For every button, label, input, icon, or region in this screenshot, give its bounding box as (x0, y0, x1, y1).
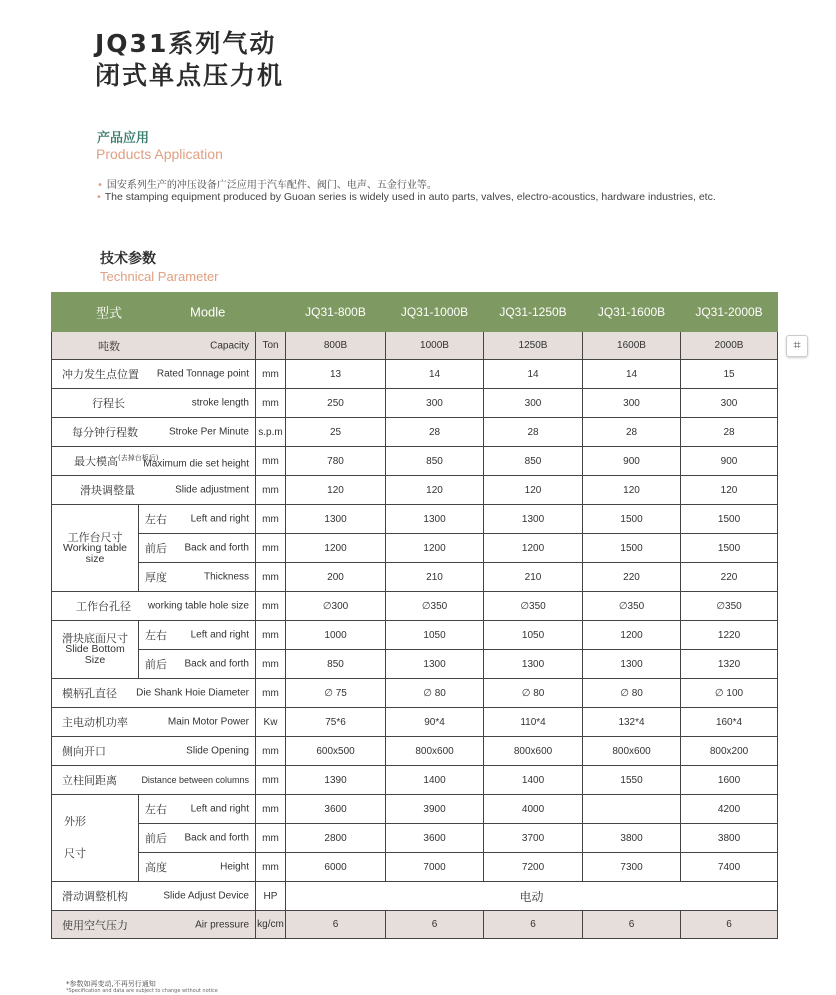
table-capacity-values-2: 1250B (484, 332, 583, 360)
table-slidebottom-lr-values-4: 1220 (681, 621, 778, 650)
table-shape-h-values-4: 7400 (681, 853, 778, 882)
table-worktable-group_en_2: size (85, 552, 105, 565)
worktable-group (52, 505, 139, 592)
application-title-cn: 产品应用 (97, 131, 150, 146)
table-worktable-bf-values-1: 1200 (386, 534, 484, 563)
table-shank-en: Die Shank Hoie Diameter (136, 687, 249, 699)
table-side-values-1: 800x600 (386, 737, 484, 766)
table-shape-bf-unit: mm (256, 824, 286, 853)
table-columns-values-1: 1400 (386, 766, 484, 795)
table-shape-h-values-2: 7200 (484, 853, 583, 882)
table-worktable-bf-values-0: 1200 (286, 534, 386, 563)
table-slideadj-unit: mm (256, 476, 286, 505)
table-slideadjdev-value: 电动 (286, 882, 778, 911)
table-slidebottom-lr-cn: 左右 (145, 629, 167, 642)
table-cell (139, 650, 256, 679)
table-spm-unit: s.p.m (256, 418, 286, 447)
table-slidebottom-lr-values-2: 1050 (484, 621, 583, 650)
table-spm-values-2: 28 (484, 418, 583, 447)
table-rated-unit: mm (256, 360, 286, 389)
table-worktable-lr-values-2: 1300 (484, 505, 583, 534)
table-cell (52, 708, 256, 737)
table-motor-values-4: 160*4 (681, 708, 778, 737)
table-cell (52, 766, 256, 795)
table-air-unit: kg/cm (256, 911, 286, 939)
table-motor-values-2: 110*4 (484, 708, 583, 737)
table-header (52, 293, 778, 332)
params-title-en: Technical Parameter (100, 269, 219, 284)
table-row (52, 911, 778, 939)
page-title (95, 28, 284, 92)
table-shape-lr-values-0: 3600 (286, 795, 386, 824)
table-row (52, 708, 778, 737)
table-columns-en: Distance between columns (141, 775, 249, 785)
table-row (52, 795, 778, 824)
application-text-cn: • 国安系列生产的冲压设备广泛应用于汽车配件、阀门、电声、五金行业等。 (97, 180, 437, 191)
table-rated-values-4: 15 (681, 360, 778, 389)
table-slidebottom-lr-values-0: 1000 (286, 621, 386, 650)
table-air-values-4: 6 (681, 911, 778, 939)
table-air-values-0: 6 (286, 911, 386, 939)
table-row (52, 824, 778, 853)
table-columns-values-3: 1550 (583, 766, 681, 795)
title-line2: 闭式单点压力机 (95, 61, 285, 90)
shape-group (52, 795, 139, 882)
table-row (52, 360, 778, 389)
table-columns-cn: 立柱间距离 (62, 774, 117, 787)
table-cell (52, 476, 256, 505)
table-slideadj-en: Slide adjustment (175, 484, 249, 496)
table-worktable-bf-values-4: 1500 (681, 534, 778, 563)
application-text_en: The stamping equipment produced by Guoan series is widely used in auto parts, valves, electro-acoustics, hardware industries, etc. (104, 191, 716, 203)
table-capacity-values-1: 1000B (386, 332, 484, 360)
table-columns-values-2: 1400 (484, 766, 583, 795)
table-rated-values-2: 14 (484, 360, 583, 389)
model-5: JQ31-2000B (681, 293, 778, 332)
table-slidebottom-group_en_1: Slide Bottom (65, 643, 125, 655)
table-cell (52, 332, 256, 360)
table-shape-bf-cn: 前后 (145, 832, 167, 845)
model-4: JQ31-1600B (583, 293, 681, 332)
table-slidebottom-bf-values-3: 1300 (583, 650, 681, 679)
table-row (52, 476, 778, 505)
table-stroke-values-1: 300 (386, 389, 484, 418)
table-worktable-th-values-1: 210 (386, 563, 484, 592)
table-hole-values-3: ∅350 (583, 592, 681, 621)
table-worktable-th-en: Thickness (203, 571, 249, 583)
table-slidebottom-bf-cn: 前后 (145, 658, 167, 671)
table-slidebottom-bf-unit: mm (256, 650, 286, 679)
table-shank-values-2: ∅ 80 (484, 679, 583, 708)
table-shape-h-en: Height (220, 861, 249, 873)
table-cell (52, 447, 256, 476)
table-slidebottom-lr-values-3: 1200 (583, 621, 681, 650)
table-shank-values-0: ∅ 75 (286, 679, 386, 708)
table-row (52, 853, 778, 882)
table-motor-cn: 主电动机功率 (62, 716, 128, 729)
table-head-cn: 型式 (96, 306, 123, 322)
table-side-values-0: 600x500 (286, 737, 386, 766)
table-stroke-en: stroke length (191, 397, 249, 409)
table-shape-lr-unit: mm (256, 795, 286, 824)
table-slidebottom-group_cn: 滑块底面尺寸 (62, 632, 128, 645)
table-side-values-4: 800x200 (681, 737, 778, 766)
table-slidebottom-bf-values-0: 850 (286, 650, 386, 679)
table-shank-cn: 模柄孔直径 (62, 687, 117, 700)
table-stroke-values-4: 300 (681, 389, 778, 418)
model-2: JQ31-1000B (386, 293, 484, 332)
table-row (52, 418, 778, 447)
table-worktable-th-values-2: 210 (484, 563, 583, 592)
table-cell (52, 911, 256, 939)
table-spm-values-0: 25 (286, 418, 386, 447)
table-row (52, 882, 778, 911)
table-motor-values-1: 90*4 (386, 708, 484, 737)
table-slidebottom-group_en_2: Size (84, 654, 106, 666)
table-stroke-unit: mm (256, 389, 286, 418)
table-worktable-lr-values-3: 1500 (583, 505, 681, 534)
table-cell (52, 679, 256, 708)
application-text-en: • The stamping equipment produced by Guoan series is widely used in auto parts, valves, electro-acoustics, hardware industries, etc. (97, 191, 716, 203)
table-stroke-values-2: 300 (484, 389, 583, 418)
table-air-values-2: 6 (484, 911, 583, 939)
table-worktable-lr-values-0: 1300 (286, 505, 386, 534)
table-air-en: Air pressure (195, 919, 249, 930)
table-shape-lr-values-1: 3900 (386, 795, 484, 824)
table-diemax-en: Maximum die set height (143, 458, 249, 470)
table-spm-values-1: 28 (386, 418, 484, 447)
table-slideadj-values-0: 120 (286, 476, 386, 505)
table-cell (139, 853, 256, 882)
model-3: JQ31-1250B (484, 293, 583, 332)
table-shape-lr-values-4: 4200 (681, 795, 778, 824)
table-diemax-cn: 最大模高 (74, 455, 118, 468)
table-side-values-3: 800x600 (583, 737, 681, 766)
table-worktable-lr-unit: mm (256, 505, 286, 534)
table-slidebottom-bf-values-2: 1300 (484, 650, 583, 679)
table-diemax-values-2: 850 (484, 447, 583, 476)
title-line1: JQ31系列气动 (95, 29, 277, 58)
table-cell (52, 418, 256, 447)
table-shape-bf-values-0: 2800 (286, 824, 386, 853)
table-diemax-values-1: 850 (386, 447, 484, 476)
table-slideadj-values-2: 120 (484, 476, 583, 505)
table-diemax-values-0: 780 (286, 447, 386, 476)
table-motor-en: Main Motor Power (167, 716, 249, 728)
footnote-cn: *参数如再变动,不再另行通知 (66, 980, 156, 988)
table-shape-lr-values-2: 4000 (484, 795, 583, 824)
table-worktable-bf-cn: 前后 (145, 542, 167, 555)
table-slideadjdev-en: Slide Adjust Device (163, 890, 249, 902)
table-rated-values-3: 14 (583, 360, 681, 389)
table-hole-en: working table hole size (147, 600, 249, 612)
table-row (52, 650, 778, 679)
table-worktable-group_en_1: Working table (62, 541, 127, 554)
table-worktable-lr-en: Left and right (190, 513, 249, 525)
table-worktable-bf-values-2: 1200 (484, 534, 583, 563)
table-columns-values-0: 1390 (286, 766, 386, 795)
table-shape-h-cn: 高度 (145, 861, 167, 874)
table-shape-lr-en: Left and right (190, 803, 249, 815)
table-diemax-note: (去掉台板后) (118, 454, 159, 462)
table-slidebottom-lr-en: Left and right (190, 629, 249, 641)
table-row (52, 737, 778, 766)
model-1: JQ31-800B (286, 293, 386, 332)
table-cell (52, 737, 256, 766)
table-shape-group_cn_2: 尺寸 (64, 847, 86, 861)
table-side-cn: 侧向开口 (62, 745, 106, 758)
qr-code-icon[interactable]: ⌗ (786, 335, 808, 357)
table-slideadj-values-4: 120 (681, 476, 778, 505)
table-side-unit: mm (256, 737, 286, 766)
table-hole-values-0: ∅300 (286, 592, 386, 621)
table-air-values-3: 6 (583, 911, 681, 939)
table-spm-values-3: 28 (583, 418, 681, 447)
table-row (52, 679, 778, 708)
table-row (52, 389, 778, 418)
table-air-cn: 使用空气压力 (62, 918, 128, 932)
table-slideadj-values-1: 120 (386, 476, 484, 505)
table-stroke-values-0: 250 (286, 389, 386, 418)
table-shape-h-values-0: 6000 (286, 853, 386, 882)
table-hole-unit: mm (256, 592, 286, 621)
table-slidebottom-bf-en: Back and forth (184, 658, 249, 670)
table-slideadj-values-3: 120 (583, 476, 681, 505)
table-shape-h-values-3: 7300 (583, 853, 681, 882)
table-rated-values-1: 14 (386, 360, 484, 389)
table-worktable-group_cn: 工作台尺寸 (67, 530, 123, 544)
table-diemax-values-3: 900 (583, 447, 681, 476)
table-capacity-values-4: 2000B (681, 332, 778, 360)
params-title-cn: 技术参数 (100, 251, 156, 267)
table-worktable-bf-unit: mm (256, 534, 286, 563)
table-hole-values-4: ∅350 (681, 592, 778, 621)
table-motor-values-3: 132*4 (583, 708, 681, 737)
table-columns-values-4: 1600 (681, 766, 778, 795)
table-shape-lr-cn: 左右 (145, 803, 167, 816)
table-head-en: Modle (190, 304, 226, 320)
table-slidebottom-lr-unit: mm (256, 621, 286, 650)
table-row (52, 505, 778, 534)
table-spm-en: Stroke Per Minute (168, 426, 249, 438)
table-capacity-en: Capacity (210, 340, 249, 351)
table-shape-bf-en: Back and forth (184, 832, 249, 844)
table-shape-bf-values-1: 3600 (386, 824, 484, 853)
table-side-values-2: 800x600 (484, 737, 583, 766)
application-title-en: Products Application (96, 146, 223, 162)
table-spm-values-4: 28 (681, 418, 778, 447)
table-capacity-unit: Ton (256, 332, 286, 360)
table-worktable-th-values-4: 220 (681, 563, 778, 592)
table-rated-values-0: 13 (286, 360, 386, 389)
table-slidebottom-bf-values-4: 1320 (681, 650, 778, 679)
table-stroke-cn: 行程长 (92, 397, 125, 410)
spec-table (51, 292, 778, 939)
table-capacity-cn: 吨数 (98, 339, 120, 353)
table-shape-h-values-1: 7000 (386, 853, 484, 882)
footnote-en: *Specification and data are subject to change without notice (66, 988, 218, 994)
table-diemax-unit: mm (256, 447, 286, 476)
table-shape-bf-values-4: 3800 (681, 824, 778, 853)
table-air-values-1: 6 (386, 911, 484, 939)
table-row (52, 766, 778, 795)
table-worktable-th-values-3: 220 (583, 563, 681, 592)
table-hole-values-2: ∅350 (484, 592, 583, 621)
table-motor-unit: Kw (256, 708, 286, 737)
table-worktable-lr-values-4: 1500 (681, 505, 778, 534)
table-hole-cn: 工作台孔径 (76, 600, 131, 613)
table-cell (139, 563, 256, 592)
table-stroke-values-3: 300 (583, 389, 681, 418)
table-slideadjdev-unit: HP (256, 882, 286, 911)
table-shank-values-4: ∅ 100 (681, 679, 778, 708)
table-cell (52, 882, 256, 911)
table-shape-group_cn_1: 外形 (64, 814, 86, 828)
table-capacity-values-3: 1600B (583, 332, 681, 360)
table-capacity-values-0: 800B (286, 332, 386, 360)
table-hole-values-1: ∅350 (386, 592, 484, 621)
table-row (52, 534, 778, 563)
slidebottom-group (52, 621, 139, 679)
table-columns-unit: mm (256, 766, 286, 795)
table-shank-values-3: ∅ 80 (583, 679, 681, 708)
table-worktable-lr-values-1: 1300 (386, 505, 484, 534)
table-cell (139, 534, 256, 563)
table-worktable-lr-cn: 左右 (145, 513, 167, 526)
table-worktable-th-cn: 厚度 (145, 571, 167, 584)
table-row (52, 332, 778, 360)
table-rated-en: Rated Tonnage point (156, 368, 249, 380)
table-slidebottom-bf-values-1: 1300 (386, 650, 484, 679)
table-cell (52, 360, 256, 389)
table-row (52, 621, 778, 650)
table-shape-bf-values-3: 3800 (583, 824, 681, 853)
table-cell (52, 293, 286, 332)
table-shape-h-unit: mm (256, 853, 286, 882)
table-row (52, 563, 778, 592)
table-slideadj-cn: 滑块调整量 (80, 484, 135, 497)
table-row (52, 592, 778, 621)
table-rated-cn: 冲力发生点位置 (62, 368, 139, 381)
table-shape-bf-values-2: 3700 (484, 824, 583, 853)
table-worktable-bf-en: Back and forth (184, 542, 249, 554)
table-worktable-bf-values-3: 1500 (583, 534, 681, 563)
table-row (52, 447, 778, 476)
application-text_cn: 国安系列生产的冲压设备广泛应用于汽车配件、阀门、电声、五金行业等。 (106, 180, 437, 191)
table-spm-cn: 每分钟行程数 (72, 426, 138, 439)
table-slidebottom-lr-values-1: 1050 (386, 621, 484, 650)
table-worktable-th-values-0: 200 (286, 563, 386, 592)
table-shape-lr-values-3 (583, 795, 681, 824)
table-side-en: Slide Opening (186, 745, 249, 757)
table-diemax-values-4: 900 (681, 447, 778, 476)
table-cell (139, 505, 256, 534)
table-cell (52, 389, 256, 418)
table-cell (139, 795, 256, 824)
table-cell (52, 592, 256, 621)
table-slideadjdev-cn: 滑动调整机构 (62, 890, 128, 903)
table-cell (139, 621, 256, 650)
table-motor-values-0: 75*6 (286, 708, 386, 737)
table-shank-unit: mm (256, 679, 286, 708)
table-cell (139, 824, 256, 853)
table-worktable-th-unit: mm (256, 563, 286, 592)
table-shank-values-1: ∅ 80 (386, 679, 484, 708)
